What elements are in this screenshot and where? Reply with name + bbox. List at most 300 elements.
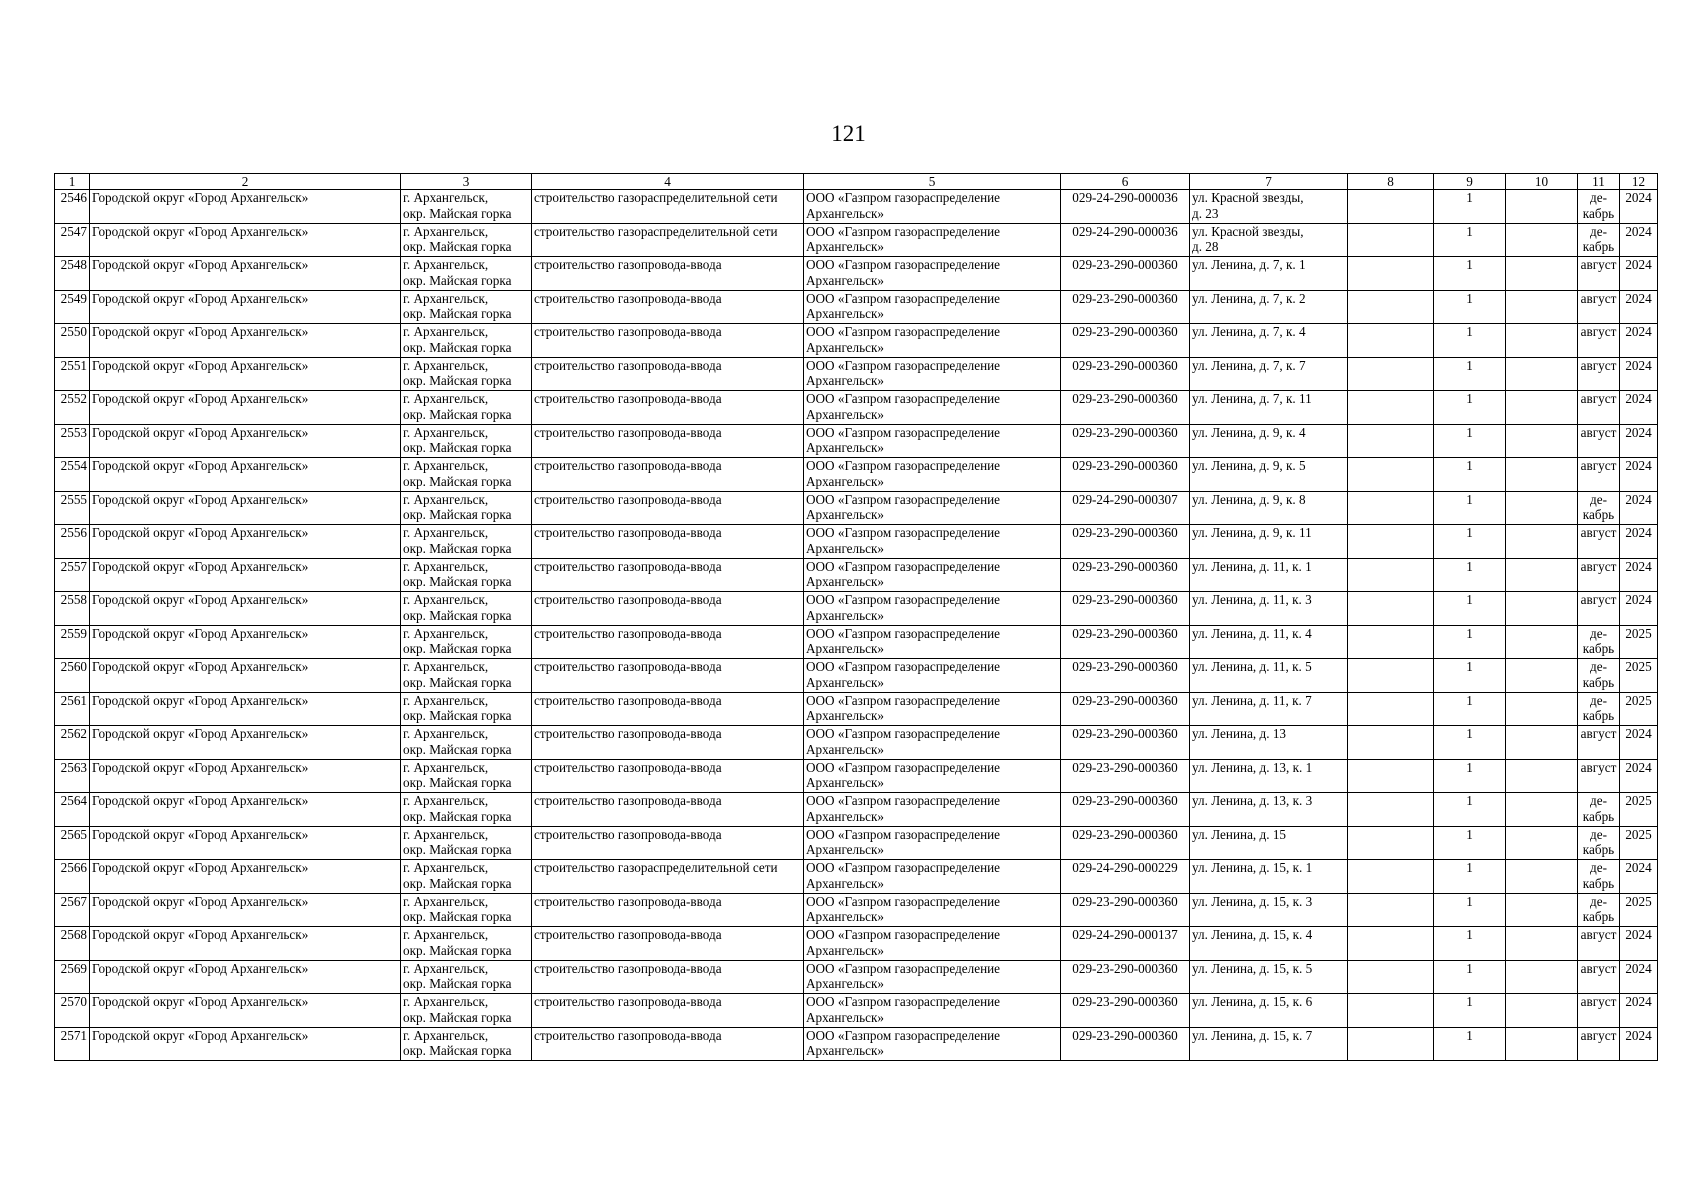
address-cell <box>1190 424 1348 458</box>
program-code-cell: 029-23-290-000360 <box>1061 726 1190 760</box>
count-cell: 1 <box>1434 324 1506 358</box>
month-cell <box>1578 458 1620 492</box>
table-row <box>55 726 1658 760</box>
address-cell <box>1190 793 1348 827</box>
column-10-cell <box>1506 257 1578 291</box>
row-number: 2569 <box>55 960 90 994</box>
organization-line: ООО «Газпром газораспределение <box>806 491 1001 507</box>
table-row <box>55 458 1658 492</box>
municipality-cell: Городской округ «Город Архангельск» <box>90 491 401 525</box>
locality-line: окр. Майская горка <box>403 473 512 489</box>
locality-line: окр. Майская горка <box>403 641 512 656</box>
column-8-cell <box>1348 223 1434 257</box>
count-cell: 1 <box>1434 994 1506 1028</box>
table-row <box>55 659 1658 693</box>
address-cell <box>1190 994 1348 1028</box>
month-cell <box>1578 893 1620 927</box>
work-type-cell: строительство газопровода-ввода <box>532 1027 804 1061</box>
count-cell: 1 <box>1434 960 1506 994</box>
locality-cell <box>401 424 532 458</box>
column-header: 5 <box>804 174 1061 190</box>
organization-line: ООО «Газпром газораспределение <box>806 190 1001 205</box>
program-code-cell: 029-24-290-000036 <box>1061 223 1190 257</box>
month-line: август <box>1580 525 1617 540</box>
column-10-cell <box>1506 726 1578 760</box>
work-type-cell: строительство газопровода-ввода <box>532 960 804 994</box>
organization-line: Архангельск» <box>806 373 884 388</box>
work-type-cell: строительство газопровода-ввода <box>532 458 804 492</box>
column-8-cell <box>1348 257 1434 291</box>
header-row <box>55 174 1658 190</box>
column-8-cell <box>1348 592 1434 626</box>
month-cell <box>1578 759 1620 793</box>
month-line: август <box>1580 257 1617 272</box>
column-8-cell <box>1348 290 1434 324</box>
table-row <box>55 257 1658 291</box>
work-type-cell: строительство газопровода-ввода <box>532 793 804 827</box>
organization-cell <box>804 1027 1061 1061</box>
organization-line: Архангельск» <box>806 239 884 254</box>
locality-line: г. Архангельск, <box>403 759 489 775</box>
organization-cell <box>804 860 1061 894</box>
organization-line: ООО «Газпром газораспределение <box>806 759 1001 775</box>
locality-cell <box>401 960 532 994</box>
year-cell: 2024 <box>1620 558 1658 592</box>
organization-line: ООО «Газпром газораспределение <box>806 391 1001 406</box>
table-row <box>55 558 1658 592</box>
municipality-cell: Городской округ «Город Архангельск» <box>90 793 401 827</box>
column-header: 8 <box>1348 174 1434 190</box>
organization-cell <box>804 625 1061 659</box>
month-cell <box>1578 491 1620 525</box>
locality-line: окр. Майская горка <box>403 1009 512 1025</box>
year-cell: 2024 <box>1620 592 1658 626</box>
locality-line: г. Архангельск, <box>403 659 489 674</box>
address-cell <box>1190 960 1348 994</box>
column-10-cell <box>1506 357 1578 391</box>
address-line: ул. Ленина, д. 13 <box>1192 726 1287 741</box>
locality-line: г. Архангельск, <box>403 391 489 406</box>
row-number: 2555 <box>55 491 90 525</box>
municipality-cell: Городской округ «Город Архангельск» <box>90 927 401 961</box>
column-8-cell <box>1348 726 1434 760</box>
count-cell: 1 <box>1434 558 1506 592</box>
year-cell: 2024 <box>1620 324 1658 358</box>
address-line: ул. Ленина, д. 15, к. 6 <box>1192 994 1313 1009</box>
row-number: 2562 <box>55 726 90 760</box>
row-number: 2553 <box>55 424 90 458</box>
column-8-cell <box>1348 860 1434 894</box>
locality-line: г. Архангельск, <box>403 1027 489 1043</box>
organization-cell <box>804 994 1061 1028</box>
locality-line: г. Архангельск, <box>403 692 489 708</box>
table-row <box>55 190 1658 224</box>
month-line: кабрь <box>1582 842 1615 857</box>
locality-line: окр. Майская горка <box>403 339 512 355</box>
locality-line: г. Архангельск, <box>403 324 489 339</box>
organization-line: Архангельск» <box>806 272 884 288</box>
program-code-cell: 029-24-290-000036 <box>1061 190 1190 224</box>
count-cell: 1 <box>1434 424 1506 458</box>
organization-line: Архангельск» <box>806 205 884 221</box>
locality-line: окр. Майская горка <box>403 205 512 221</box>
table-row <box>55 860 1658 894</box>
organization-line: Архангельск» <box>806 473 884 489</box>
locality-line: окр. Майская горка <box>403 440 512 455</box>
program-code-cell: 029-23-290-000360 <box>1061 960 1190 994</box>
column-10-cell <box>1506 1027 1578 1061</box>
count-cell: 1 <box>1434 759 1506 793</box>
year-cell: 2024 <box>1620 257 1658 291</box>
program-code-cell: 029-23-290-000360 <box>1061 994 1190 1028</box>
program-code-cell: 029-23-290-000360 <box>1061 793 1190 827</box>
work-type-cell: строительство газопровода-ввода <box>532 324 804 358</box>
month-line: де- <box>1590 223 1607 239</box>
organization-line: Архангельск» <box>806 875 884 891</box>
year-cell: 2024 <box>1620 726 1658 760</box>
month-cell <box>1578 525 1620 559</box>
table-row <box>55 692 1658 726</box>
year-cell: 2024 <box>1620 223 1658 257</box>
address-cell <box>1190 257 1348 291</box>
column-10-cell <box>1506 860 1578 894</box>
program-code-cell: 029-23-290-000360 <box>1061 659 1190 693</box>
municipality-cell: Городской округ «Город Архангельск» <box>90 1027 401 1061</box>
column-10-cell <box>1506 759 1578 793</box>
row-number: 2560 <box>55 659 90 693</box>
work-type-cell: строительство газопровода-ввода <box>532 424 804 458</box>
locality-line: г. Архангельск, <box>403 424 489 440</box>
month-cell <box>1578 290 1620 324</box>
count-cell: 1 <box>1434 659 1506 693</box>
organization-line: Архангельск» <box>806 607 884 623</box>
count-cell: 1 <box>1434 726 1506 760</box>
column-8-cell <box>1348 826 1434 860</box>
count-cell: 1 <box>1434 458 1506 492</box>
table-row <box>55 223 1658 257</box>
count-cell: 1 <box>1434 391 1506 425</box>
month-cell <box>1578 860 1620 894</box>
locality-cell <box>401 223 532 257</box>
municipality-cell: Городской округ «Город Архангельск» <box>90 960 401 994</box>
work-type-cell: строительство газопровода-ввода <box>532 525 804 559</box>
month-cell <box>1578 692 1620 726</box>
locality-line: окр. Майская горка <box>403 808 512 824</box>
column-header: 6 <box>1061 174 1190 190</box>
column-8-cell <box>1348 525 1434 559</box>
locality-line: г. Архангельск, <box>403 257 489 272</box>
locality-line: окр. Майская горка <box>403 708 512 723</box>
column-8-cell <box>1348 994 1434 1028</box>
organization-cell <box>804 290 1061 324</box>
column-8-cell <box>1348 893 1434 927</box>
locality-line: г. Архангельск, <box>403 793 489 808</box>
column-10-cell <box>1506 290 1578 324</box>
address-cell <box>1190 927 1348 961</box>
address-line: ул. Ленина, д. 11, к. 5 <box>1192 659 1312 674</box>
locality-line: г. Архангельск, <box>403 458 489 473</box>
column-10-cell <box>1506 424 1578 458</box>
address-line: ул. Ленина, д. 7, к. 2 <box>1192 290 1306 306</box>
address-line: ул. Ленина, д. 9, к. 4 <box>1192 424 1306 440</box>
municipality-cell: Городской округ «Город Архангельск» <box>90 994 401 1028</box>
organization-line: ООО «Газпром газораспределение <box>806 625 1001 641</box>
column-8-cell <box>1348 625 1434 659</box>
address-cell <box>1190 525 1348 559</box>
column-header: 10 <box>1506 174 1578 190</box>
locality-cell <box>401 625 532 659</box>
organization-line: Архангельск» <box>806 842 884 857</box>
municipality-cell: Городской округ «Город Архангельск» <box>90 826 401 860</box>
locality-line: окр. Майская горка <box>403 406 512 422</box>
column-10-cell <box>1506 324 1578 358</box>
month-cell <box>1578 726 1620 760</box>
row-number: 2567 <box>55 893 90 927</box>
column-8-cell <box>1348 424 1434 458</box>
column-10-cell <box>1506 927 1578 961</box>
count-cell: 1 <box>1434 357 1506 391</box>
table-row <box>55 290 1658 324</box>
organization-cell <box>804 692 1061 726</box>
locality-cell <box>401 324 532 358</box>
table-row <box>55 592 1658 626</box>
count-cell: 1 <box>1434 257 1506 291</box>
row-number: 2568 <box>55 927 90 961</box>
organization-cell <box>804 927 1061 961</box>
address-line: ул. Ленина, д. 15, к. 5 <box>1192 960 1313 976</box>
month-line: август <box>1580 927 1617 942</box>
column-10-cell <box>1506 592 1578 626</box>
locality-cell <box>401 592 532 626</box>
address-cell <box>1190 324 1348 358</box>
month-line: де- <box>1590 893 1607 909</box>
month-line: кабрь <box>1582 875 1615 891</box>
address-cell <box>1190 357 1348 391</box>
month-line: де- <box>1590 793 1607 808</box>
organization-line: ООО «Газпром газораспределение <box>806 1027 1001 1043</box>
program-code-cell: 029-23-290-000360 <box>1061 391 1190 425</box>
municipality-cell: Городской округ «Город Архангельск» <box>90 592 401 626</box>
address-line: д. 23 <box>1192 205 1219 221</box>
organization-cell <box>804 257 1061 291</box>
month-cell <box>1578 324 1620 358</box>
organization-line: Архангельск» <box>806 674 884 690</box>
address-line: ул. Красной звезды, <box>1192 190 1304 205</box>
column-header: 11 <box>1578 174 1620 190</box>
column-10-cell <box>1506 659 1578 693</box>
row-number: 2570 <box>55 994 90 1028</box>
organization-line: Архангельск» <box>806 574 884 589</box>
row-number: 2552 <box>55 391 90 425</box>
table-row <box>55 994 1658 1028</box>
table-row <box>55 793 1658 827</box>
locality-cell <box>401 893 532 927</box>
month-line: август <box>1580 592 1617 607</box>
municipality-cell: Городской округ «Город Архангельск» <box>90 424 401 458</box>
month-line: август <box>1580 726 1617 741</box>
address-cell <box>1190 491 1348 525</box>
program-code-cell: 029-23-290-000360 <box>1061 692 1190 726</box>
organization-cell <box>804 893 1061 927</box>
address-line: ул. Ленина, д. 11, к. 3 <box>1192 592 1312 607</box>
locality-line: г. Архангельск, <box>403 960 489 976</box>
program-code-cell: 029-23-290-000360 <box>1061 558 1190 592</box>
column-8-cell <box>1348 759 1434 793</box>
table-row <box>55 1027 1658 1061</box>
month-line: кабрь <box>1582 507 1615 522</box>
year-cell: 2024 <box>1620 391 1658 425</box>
month-cell <box>1578 1027 1620 1061</box>
year-cell: 2024 <box>1620 960 1658 994</box>
work-type-cell: строительство газораспределительной сети <box>532 190 804 224</box>
year-cell: 2024 <box>1620 525 1658 559</box>
month-line: август <box>1580 290 1617 306</box>
organization-cell <box>804 190 1061 224</box>
year-cell: 2025 <box>1620 893 1658 927</box>
month-cell <box>1578 190 1620 224</box>
locality-cell <box>401 357 532 391</box>
row-number: 2571 <box>55 1027 90 1061</box>
year-cell: 2025 <box>1620 826 1658 860</box>
count-cell: 1 <box>1434 592 1506 626</box>
locality-cell <box>401 759 532 793</box>
count-cell: 1 <box>1434 190 1506 224</box>
row-number: 2561 <box>55 692 90 726</box>
count-cell: 1 <box>1434 826 1506 860</box>
address-line: ул. Ленина, д. 13, к. 3 <box>1192 793 1313 808</box>
column-header: 4 <box>532 174 804 190</box>
address-cell <box>1190 290 1348 324</box>
month-line: кабрь <box>1582 708 1615 723</box>
month-cell <box>1578 659 1620 693</box>
organization-line: ООО «Газпром газораспределение <box>806 290 1001 306</box>
month-line: август <box>1580 558 1617 574</box>
program-code-cell: 029-23-290-000360 <box>1061 458 1190 492</box>
work-type-cell: строительство газопровода-ввода <box>532 759 804 793</box>
column-8-cell <box>1348 190 1434 224</box>
organization-line: ООО «Газпром газораспределение <box>806 793 1001 808</box>
year-cell: 2024 <box>1620 759 1658 793</box>
address-line: ул. Ленина, д. 9, к. 11 <box>1192 525 1312 540</box>
column-10-cell <box>1506 525 1578 559</box>
address-cell <box>1190 190 1348 224</box>
work-type-cell: строительство газопровода-ввода <box>532 257 804 291</box>
organization-line: ООО «Газпром газораспределение <box>806 257 1001 272</box>
month-line: кабрь <box>1582 674 1615 690</box>
address-cell <box>1190 659 1348 693</box>
organization-cell <box>804 793 1061 827</box>
work-type-cell: строительство газораспределительной сети <box>532 860 804 894</box>
column-8-cell <box>1348 491 1434 525</box>
address-cell <box>1190 458 1348 492</box>
address-line: ул. Ленина, д. 11, к. 7 <box>1192 692 1312 708</box>
organization-line: ООО «Газпром газораспределение <box>806 893 1001 909</box>
organization-cell <box>804 525 1061 559</box>
locality-line: окр. Майская горка <box>403 909 512 924</box>
locality-line: г. Архангельск, <box>403 223 489 239</box>
organization-line: Архангельск» <box>806 641 884 656</box>
column-header: 1 <box>55 174 90 190</box>
organization-line: Архангельск» <box>806 507 884 522</box>
year-cell: 2024 <box>1620 927 1658 961</box>
work-type-cell: строительство газопровода-ввода <box>532 659 804 693</box>
organization-line: ООО «Газпром газораспределение <box>806 223 1001 239</box>
address-line: ул. Ленина, д. 15, к. 3 <box>1192 893 1313 909</box>
row-number: 2546 <box>55 190 90 224</box>
organization-line: Архангельск» <box>806 440 884 455</box>
address-line: ул. Ленина, д. 7, к. 4 <box>1192 324 1306 339</box>
month-line: де- <box>1590 491 1607 507</box>
address-line: ул. Ленина, д. 7, к. 1 <box>1192 257 1306 272</box>
locality-line: г. Архангельск, <box>403 558 489 574</box>
year-cell: 2025 <box>1620 692 1658 726</box>
municipality-cell: Городской округ «Город Архангельск» <box>90 726 401 760</box>
program-code-cell: 029-24-290-000307 <box>1061 491 1190 525</box>
address-line: ул. Ленина, д. 9, к. 8 <box>1192 491 1306 507</box>
organization-cell <box>804 391 1061 425</box>
month-line: август <box>1580 960 1617 976</box>
organization-cell <box>804 223 1061 257</box>
table-row <box>55 424 1658 458</box>
address-line: ул. Ленина, д. 15, к. 1 <box>1192 860 1313 875</box>
year-cell: 2024 <box>1620 190 1658 224</box>
locality-cell <box>401 190 532 224</box>
month-cell <box>1578 223 1620 257</box>
year-cell: 2025 <box>1620 659 1658 693</box>
address-cell <box>1190 759 1348 793</box>
table-row <box>55 391 1658 425</box>
organization-cell <box>804 960 1061 994</box>
organization-line: ООО «Газпром газораспределение <box>806 357 1001 373</box>
row-number: 2558 <box>55 592 90 626</box>
locality-line: окр. Майская горка <box>403 373 512 388</box>
municipality-cell: Городской округ «Город Архангельск» <box>90 223 401 257</box>
table-row <box>55 525 1658 559</box>
month-cell <box>1578 994 1620 1028</box>
month-line: август <box>1580 324 1617 339</box>
municipality-cell: Городской округ «Город Архангельск» <box>90 190 401 224</box>
count-cell: 1 <box>1434 1027 1506 1061</box>
program-code-cell: 029-23-290-000360 <box>1061 826 1190 860</box>
column-10-cell <box>1506 625 1578 659</box>
locality-cell <box>401 927 532 961</box>
row-number: 2549 <box>55 290 90 324</box>
work-type-cell: строительство газопровода-ввода <box>532 893 804 927</box>
organization-line: Архангельск» <box>806 976 884 991</box>
organization-line: Архангельск» <box>806 1043 884 1058</box>
address-line: ул. Ленина, д. 13, к. 1 <box>1192 759 1313 775</box>
organization-line: ООО «Газпром газораспределение <box>806 692 1001 708</box>
month-line: август <box>1580 1027 1617 1043</box>
address-cell <box>1190 692 1348 726</box>
year-cell: 2025 <box>1620 625 1658 659</box>
address-cell <box>1190 860 1348 894</box>
count-cell: 1 <box>1434 625 1506 659</box>
locality-cell <box>401 491 532 525</box>
count-cell: 1 <box>1434 893 1506 927</box>
row-number: 2564 <box>55 793 90 827</box>
month-cell <box>1578 625 1620 659</box>
table-row <box>55 491 1658 525</box>
locality-cell <box>401 793 532 827</box>
column-10-cell <box>1506 391 1578 425</box>
locality-cell <box>401 659 532 693</box>
table-row <box>55 357 1658 391</box>
municipality-cell: Городской округ «Город Архангельск» <box>90 558 401 592</box>
column-8-cell <box>1348 960 1434 994</box>
count-cell: 1 <box>1434 491 1506 525</box>
month-cell <box>1578 793 1620 827</box>
